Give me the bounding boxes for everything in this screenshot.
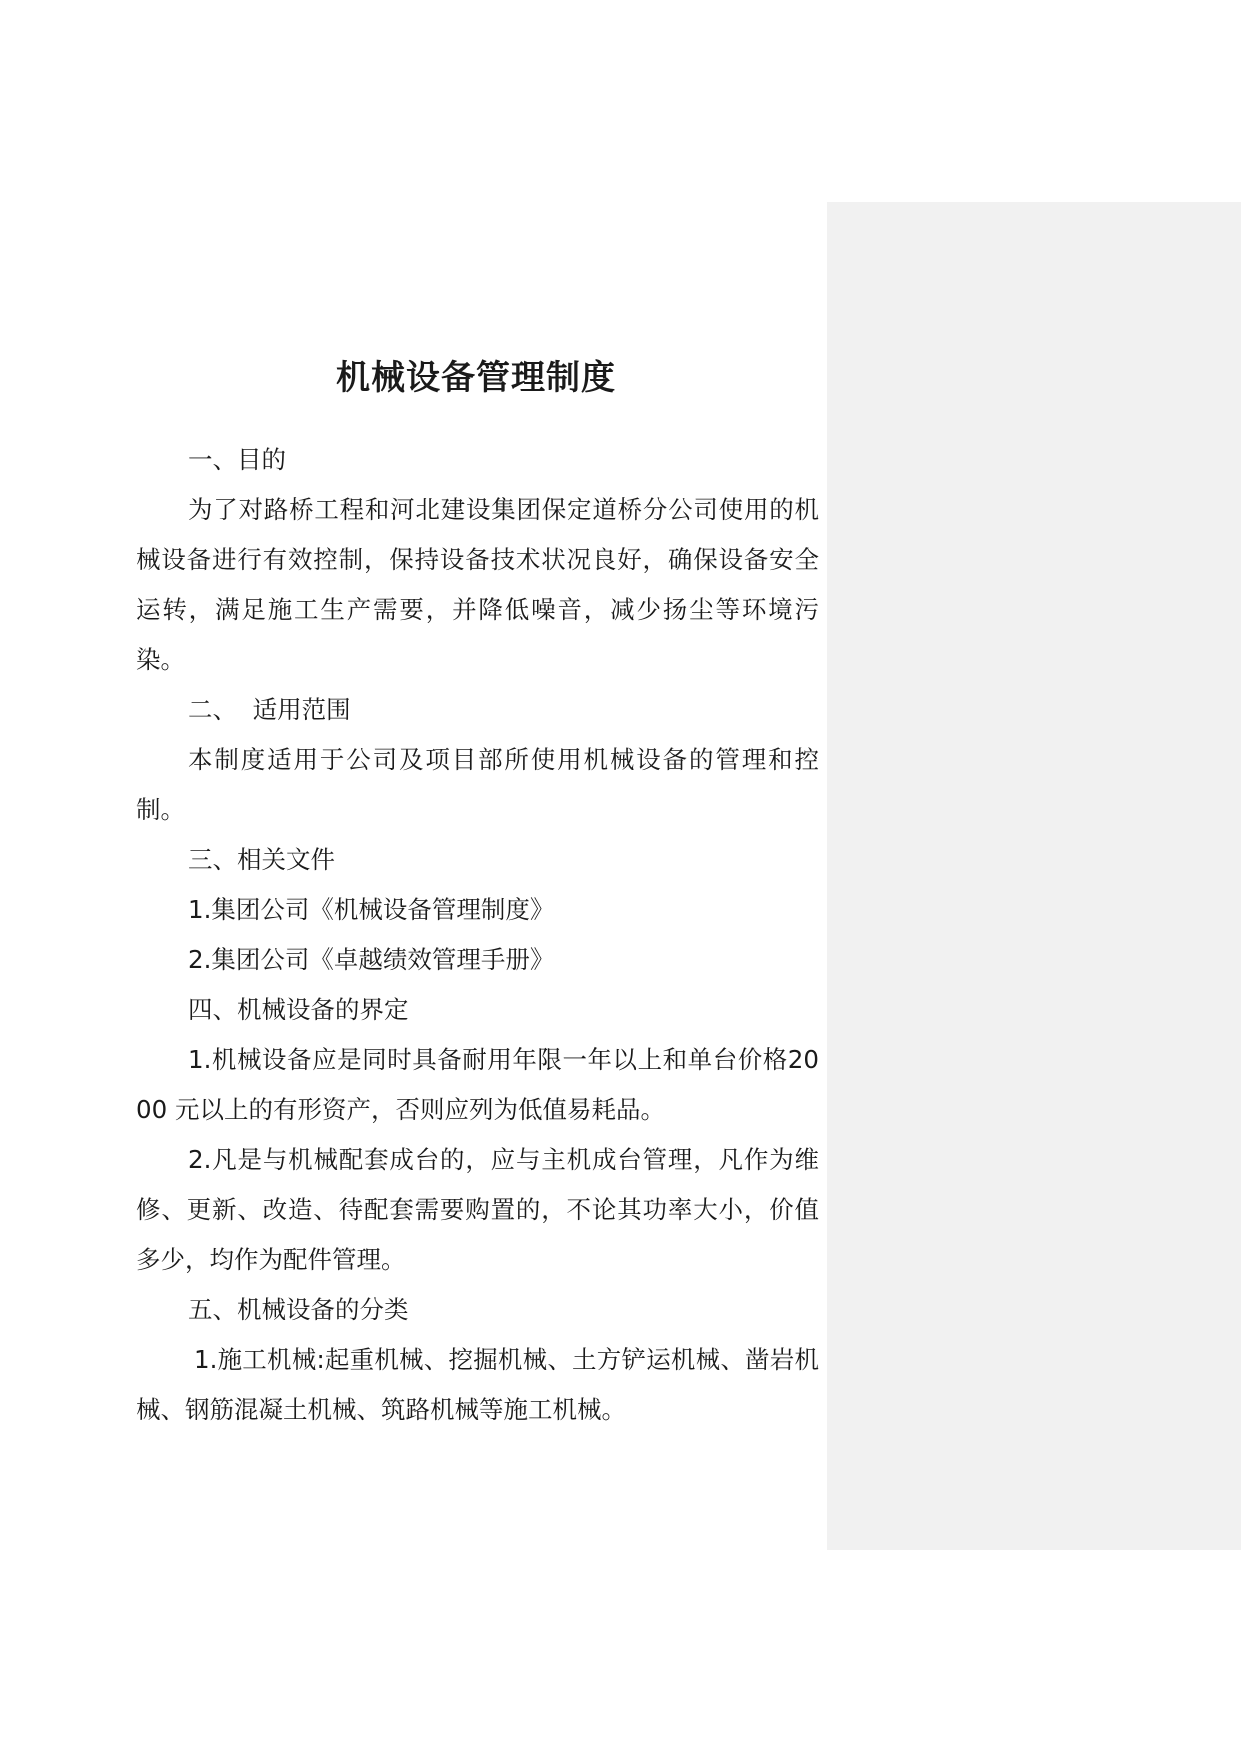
related-document-1: 1.集团公司《机械设备管理制度》 bbox=[188, 895, 555, 924]
document-body bbox=[136, 435, 819, 1435]
classification-item-1: 1.施工机械:起重机械、挖掘机械、土方铲运机械、凿岩机械、钢筋混凝土机械、筑路机械等施工机械。 bbox=[136, 1345, 819, 1424]
comment-margin-pane bbox=[827, 202, 1241, 1550]
scope-paragraph: 本制度适用于公司及项目部所使用机械设备的管理和控制。 bbox=[136, 745, 819, 824]
definition-item-1: 1.机械设备应是同时具备耐用年限一年以上和单台价格2000 元以上的有形资产，否则应列为低值易耗品。 bbox=[136, 1045, 819, 1124]
section-heading-purpose: 一、目的 bbox=[188, 445, 286, 474]
purpose-paragraph: 为了对路桥工程和河北建设集团保定道桥分公司使用的机械设备进行有效控制，保持设备技术状况良好，确保设备安全运转，满足施工生产需要，并降低噪音，减少扬尘等环境污染。 bbox=[136, 495, 819, 674]
section-heading-definition: 四、机械设备的界定 bbox=[188, 995, 409, 1024]
section-heading-scope: 二、 适用范围 bbox=[188, 695, 351, 724]
section-heading-related-documents: 三、相关文件 bbox=[188, 845, 335, 874]
definition-item-2: 2.凡是与机械配套成台的，应与主机成台管理，凡作为维修、更新、改造、待配套需要购置的，不论其功率大小，价值多少，均作为配件管理。 bbox=[136, 1145, 819, 1274]
section-heading-classification: 五、机械设备的分类 bbox=[188, 1295, 409, 1324]
related-document-2: 2.集团公司《卓越绩效管理手册》 bbox=[188, 945, 555, 974]
document-title: 机械设备管理制度 bbox=[336, 358, 616, 398]
